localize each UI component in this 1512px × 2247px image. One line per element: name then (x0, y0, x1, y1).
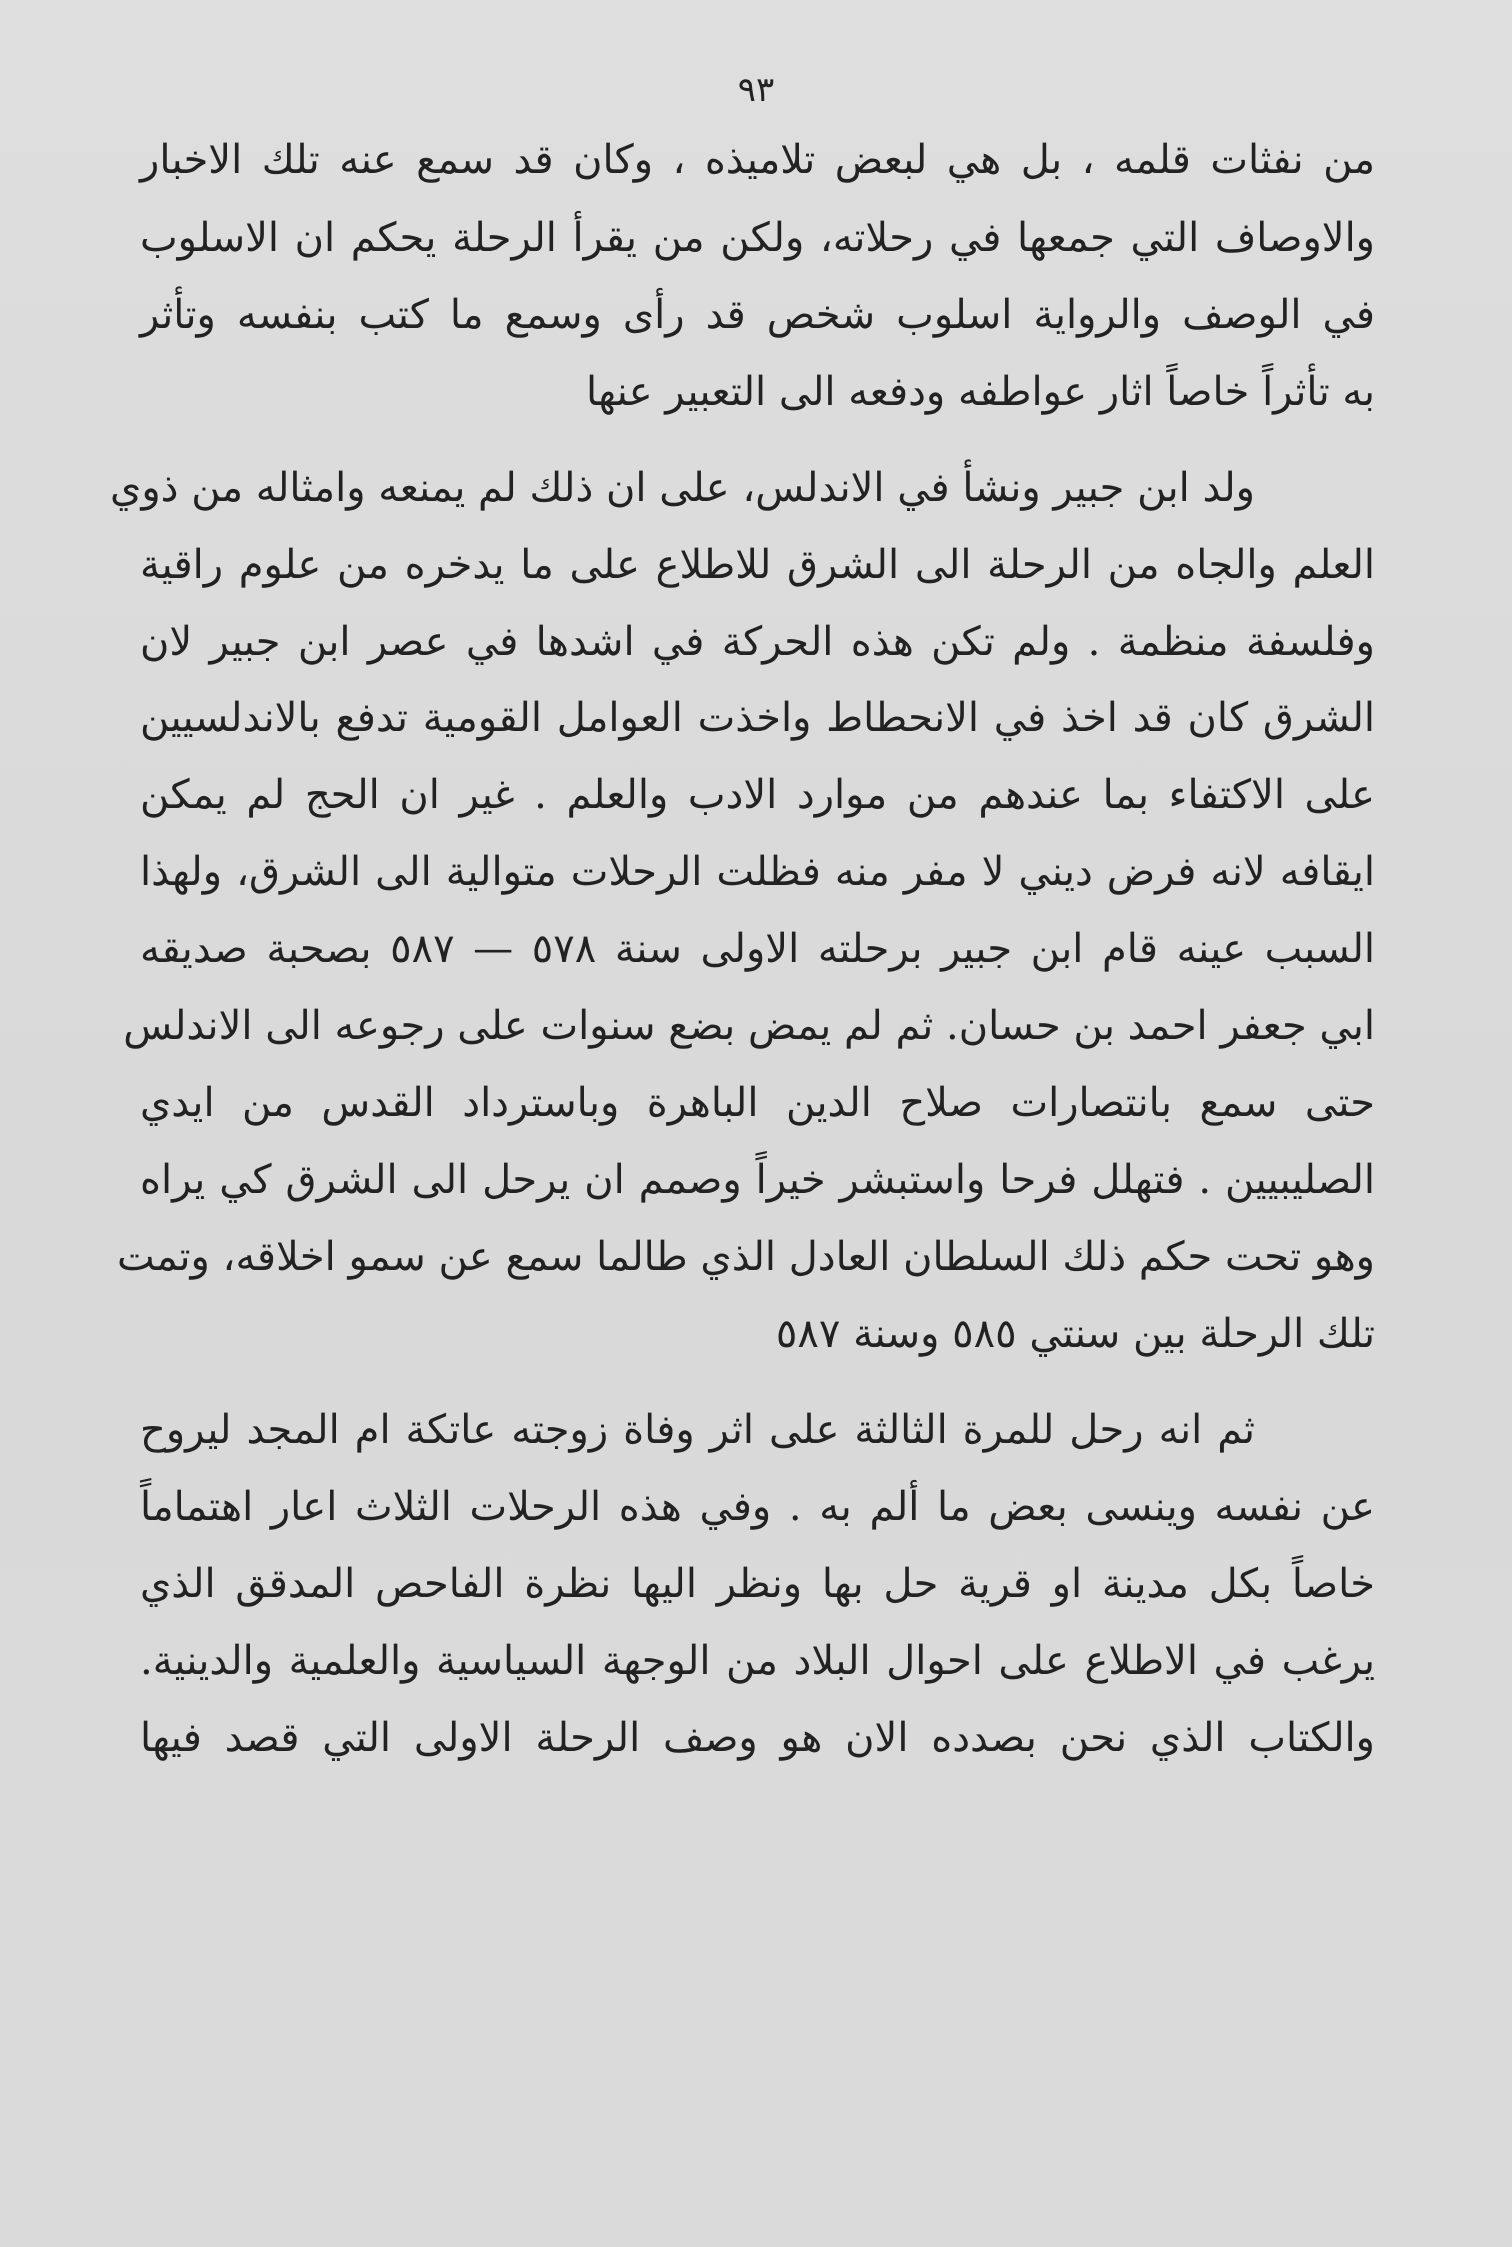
text-line: والاوصاف التي جمعها في رحلاته، ولكن من يقرأ الرحلة يحكم ان الاسلوب (140, 215, 1375, 261)
page-number: ٩٣ (737, 70, 775, 110)
text-line: ابي جعفر احمد بن حسان. ثم لم يمض بضع سنوات على رجوعه الى الاندلس (123, 1003, 1375, 1049)
text-line: ولد ابن جبير ونشأ في الاندلس، على ان ذلك لم يمنعه وامثاله من ذوي (110, 465, 1255, 511)
text-line: به تأثراً خاصاً اثار عواطفه ودفعه الى التعبير عنها (586, 369, 1375, 415)
text-line: السبب عينه قام ابن جبير برحلته الاولى سنة ٥٧٨ — ٥٨٧ بصحبة صديقه (140, 926, 1375, 972)
text-line: يرغب في الاطلاع على احوال البلاد من الوجهة السياسية والعلمية والدينية. (140, 1638, 1375, 1684)
text-line: ايقافه لانه فرض ديني لا مفر منه فظلت الرحلات متوالية الى الشرق، ولهذا (140, 849, 1375, 895)
text-line: العلم والجاه من الرحلة الى الشرق للاطلاع على ما يدخره من علوم راقية (140, 542, 1375, 588)
text-line: الشرق كان قد اخذ في الانحطاط واخذت العوامل القومية تدفع بالاندلسيين (140, 695, 1375, 741)
text-line: والكتاب الذي نحن بصدده الان هو وصف الرحلة الاولى التي قصد فيها (140, 1715, 1375, 1761)
text-line: وهو تحت حكم ذلك السلطان العادل الذي طالما سمع عن سمو اخلاقه، وتمت (116, 1234, 1375, 1280)
text-line: خاصاً بكل مدينة او قرية حل بها ونظر اليها نظرة الفاحص المدقق الذي (140, 1561, 1375, 1607)
text-line: على الاكتفاء بما عندهم من موارد الادب والعلم . غير ان الحج لم يمكن (140, 772, 1375, 818)
text-line: الصليبيين . فتهلل فرحا واستبشر خيراً وصمم ان يرحل الى الشرق كي يراه (140, 1157, 1375, 1203)
text-line: وفلسفة منظمة . ولم تكن هذه الحركة في اشدها في عصر ابن جبير لان (140, 619, 1375, 665)
text-line: في الوصف والرواية اسلوب شخص قد رأى وسمع ما كتب بنفسه وتأثر (140, 292, 1375, 338)
text-line: من نفثات قلمه ، بل هي لبعض تلاميذه ، وكان قد سمع عنه تلك الاخبار (140, 137, 1375, 183)
text-line: ثم انه رحل للمرة الثالثة على اثر وفاة زوجته عاتكة ام المجد ليروح (140, 1407, 1255, 1453)
text-line: تلك الرحلة بين سنتي ٥٨٥ وسنة ٥٨٧ (775, 1311, 1375, 1357)
text-line: عن نفسه وينسى بعض ما ألم به . وفي هذه الرحلات الثلاث اعار اهتماماً (140, 1484, 1375, 1530)
text-line: حتى سمع بانتصارات صلاح الدين الباهرة وباسترداد القدس من ايدي (140, 1080, 1375, 1126)
